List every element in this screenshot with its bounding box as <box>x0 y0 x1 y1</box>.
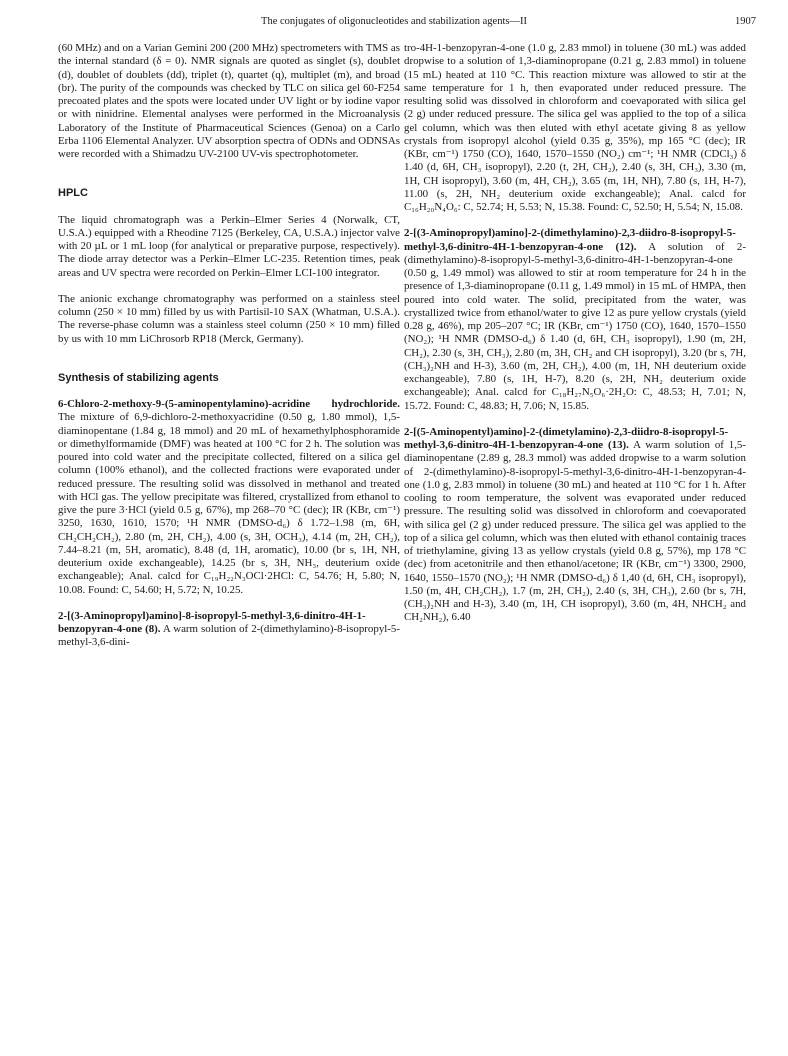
compound-13-body: A warm solution of 1,5-diaminopentane (2.89 g, 28.3 mmol) was added dropwise to a warm solution of 2-(dimethylamino)-8-isopropyl-5-methyl-3,6-dinitro-4H-1-benzopyran-4-one (1.0 g, 2.83 mmol) in toluene (30 mL) and heated at 110 °C for 1 h. After cooling to room temperature, the solvent was evaporated under reduced pressure. The resulting solid was dissolved in chloroform and coevaporated with silica gel (2 g) under reduced pressure. The silica gel was applied to the top of a silica gel column, which was then eluted with ethanol containig traces of triethylamine, giving 13 as yellow crystals (yield 0.8 g, 57%), mp 178 °C (dec) from acetonitrile and then ethanol/acetone; IR (KBr, cm⁻¹) 3300, 2900, 1640, 1550–1570 (NO₂); ¹H NMR (DMSO-d₆) δ 1,40 (d, 6H, CH₃ isopropyl), 1.50 (m, 4H, CH₂CH₂), 1.7 (m, 2H, CH₂), 2.40 (s, 3H, CH₃), 2.60 (br s, 7H, (CH₃)₂NH and H-3), 3.40 (m, 1H, CH isopropyl), 3.60 (m, 4H, NHCH₂ and CH₂NH₂), 6.40 <box>404 439 747 624</box>
right-column <box>404 42 746 638</box>
compound-8-continuation: tro-4H-1-benzopyran-4-one (1.0 g, 2.83 mmol) in toluene (30 mL) was added dropwise to a solution of 1,3-diaminopropane (0.21 g, 2.83 mmol) in toluene (15 mL) heated at 110 °C. This reaction mixture was allowed to stir at the same temperature for 1 h, then evaporated under reduced pressure. The resulting solid was dissolved in chloroform and coevaporated with silica gel (2 g) under reduced pressure. The silica gel was applied to the top of a silica gel column, which was then eluted with ethyl acetate giving 8 as yellow crystals from isopropyl alcohol (yield 0.35 g, 35%), mp 165 °C (dec); IR (KBr, cm⁻¹) 1750 (CO), 1640, 1570–1550 (NO₂) cm⁻¹; ¹H NMR (CDCl₃) δ 1.40 (d, 6H, CH₃ isopropyl), 2.20 (t, 2H, CH₂), 2.40 (s, 3H, CH₃), 3.30 (m, 1H, CH isopropyl), 3.60 (m, 4H, CH₂), 3.65 (m, 1H, NH), 7.80 (s, 1H, H-7), 11.00 (s, 2H, NH₂ deuterium oxide exchangeable); Anal. calcd for C₁₆H₂₀N₄O₆: C, 52.74; H, 5.53; N, 15.38. Found: C, 52.50; H, 5.54; N, 15.08. <box>404 42 746 213</box>
compound-8-body: A warm solution of 2-(dimethylamino)-8-isopropyl-5-methyl-3,6-dini- <box>58 623 400 649</box>
running-title: The conjugates of oligonucleotides and stabilization agents—II <box>261 16 527 27</box>
compound-acridine-body: The mixture of 6,9-dichloro-2-methoxyacridine (0.50 g, 1.80 mmol), 1,5-diaminopentane (1.84 g, 18 mmol) and 20 mL of hexamethylphosphoramide or dimethylformamide (DMF) was heated at 100 °C for 2 h. The solution was poured into cold water and the precipitate collected, filtered on a silica gel column (100% ethanol), and the collected fractions were evaporated under reduced pressure. The resulting solid was dissolved in methanol and treated with HCl gas. The yellow precipitate was filtered, crystallized from ethanol to give the pure 3·HCl (yield 0.5 g, 67%), mp 268–70 °C (dec); IR (KBr, cm⁻¹) 3250, 1630, 1610, 1570; ¹H NMR (DMSO-d₆) δ 1.72–1.98 (m, 6H, CH₂CH₂CH₂), 2.80 (m, 2H, CH₂), 4.00 (s, 3H, OCH₃), 4.14 (m, 2H, CH₂), 7.44–8.21 (m, 5H, aromatic), 8.48 (d, 1H, aromatic), 10.00 (br s, 1H, NH, deuterium oxide exchangeable), 14.25 (br s, 3H, NH₃, deuterium oxide exchangeable); Anal. calcd for C₁₉H₂₂N₃OCl·2HCl: C, 54.76; H, 5.80; N, 10.08. Found: C, 54.60; H, 5.72; N, 10.25. <box>58 411 400 596</box>
running-header <box>32 16 756 30</box>
compound-8-paragraph <box>58 610 400 650</box>
compound-13-title: 2-[(5-Aminopentyl)amino]-2-(dimetylamino)-2,3-diidro-8-isopropyl-5-methyl-3,6-dinitro-4H-1-benzopyran-4-one (13). <box>404 425 729 451</box>
hplc-heading: HPLC <box>58 187 88 200</box>
hplc-paragraph-1: The liquid chromatograph was a Perkin–Elmer Series 4 (Norwalk, CT, U.S.A.) equipped with a Rheodine 7125 (Berkeley, CA, U.S.A.) injector valve with 20 µL or 1 mL loop (for analytical or preparative purpose, respectively). The diode array detector was a Perkin–Elmer LC-235. Retention times, peak areas and UV spectra were recorded on Perkin–Elmer LCI-100 integrator. <box>58 213 400 279</box>
nmr-methods-paragraph: (60 MHz) and on a Varian Gemini 200 (200 MHz) spectrometers with TMS as the internal standard (δ = 0). NMR signals are quoted as singlet (s), doublet (d), doublet of doublets (dd), triplet (t), quartet (q), multiplet (m), and broad (br). The purity of the compounds was checked by TLC on silica gel 60-F254 precoated plates and the spots were located under UV light or by iodine vapor or with ninidrine. Elemental analyses were performed in the Microanalysis Laboratory of the Institute of Pharmaceutical Sciences (Genoa) on a Carlo Erba 1106 Elemental Analyzer. UV absorption spectra of ODNs and ODNSAs were recorded with a Shimadzu UV-2100 UV-vis spectrophotometer. <box>58 42 400 160</box>
compound-8-title: 2-[(3-Aminopropyl)amino]-8-isopropyl-5-methyl-3,6-dinitro-4H-1-benzopyran-4-one (8). <box>58 609 366 635</box>
synthesis-heading: Synthesis of stabilizing agents <box>58 371 219 384</box>
compound-12-body: A solution of 2-(dimethylamino)-8-isopropyl-5-methyl-3,6-dinitro-4H-1-benzopyran-4-one (0.50 g, 1.49 mmol) was allowed to stir at room temperature for 24 h in the presence of 1,3-diaminopropane (0.11 g, 1.49 mmol) in 15 mL of HMPA, then poured into cold water. The solid, precipitated from the water, was crystallized twice from ethanol/water to give 12 as pure yellow crystals (yield 0.28 g, 46%), mp 205–207 °C; IR (KBr, cm⁻¹) 1750 (CO), 1640, 1570–1550 (NO₂); ¹H NMR (DMSO-d₆) δ 1.40 (d, 6H, CH₃ isopropyl), 1.90 (m, 2H, CH₂), 2.30 (s, 3H, CH₃), 2.80 (m, 3H, CH₂ and CH isopropyl), 3.20 (br s, 7H, (CH₃)₂NH and H-3), 3.60 (m, 2H, CH₂), 4.00 (m, 1H, NH deuterium oxide exchangeable), 7.80 (s, 1H, H-7), 8.20 (s, 2H, NH₂ deuterium oxide exchangeable); Anal. calcd for C₁₈H₂₇N₅O₆·2H₂O: C, 48.53; H, 7.01; N, 15.72. Found: C, 48.83; H, 7.06; N, 15.85. <box>404 240 747 412</box>
compound-13-paragraph <box>404 426 746 625</box>
compound-acridine-paragraph <box>58 398 400 597</box>
left-column <box>58 42 400 663</box>
compound-12-title: 2-[(3-Aminopropyl)amino]-2-(dimethylamino)-2,3-diidro-8-isopropyl-5-methyl-3,6-dinitro-4H-1-benzopyran-4-one (12). <box>404 227 736 253</box>
compound-acridine-title: 6-Chloro-2-methoxy-9-(5-aminopentylamino)-acridine hydrochloride. <box>58 398 400 410</box>
compound-12-paragraph <box>404 227 746 413</box>
page-number: 1907 <box>735 16 756 27</box>
hplc-paragraph-2: The anionic exchange chromatography was performed on a stainless steel column (250 × 10 mm) filled by us with Partisil-10 SAX (Whatman, U.S.A.). The reverse-phase column was a stainless steel column (250 × 10 mm) filled by us with 10 mm LiChrosorb RP18 (Merck, Germany). <box>58 292 400 345</box>
